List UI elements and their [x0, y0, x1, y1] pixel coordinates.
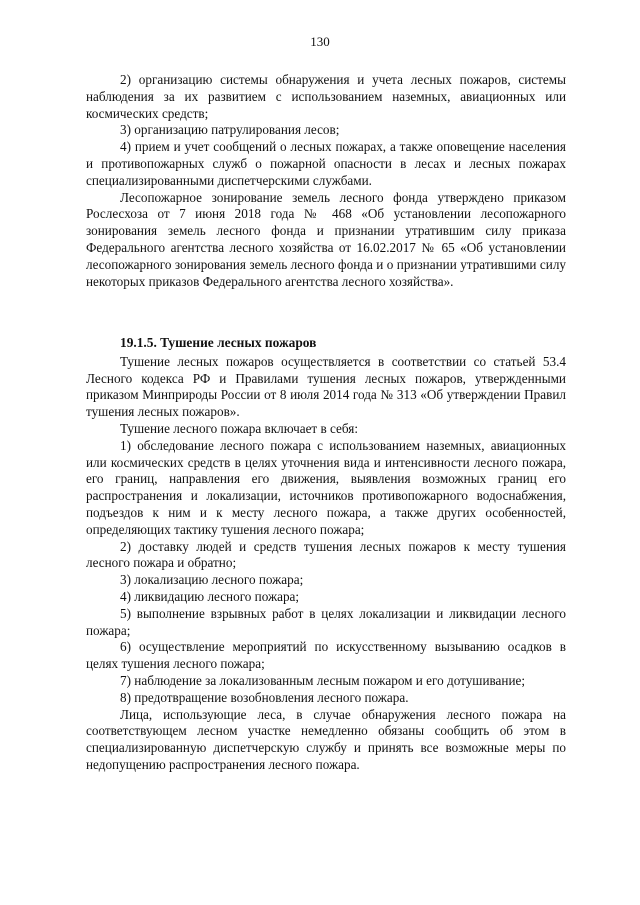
- list-item: 1) обследование лесного пожара с использованием наземных, авиационных или космических средств в целях уточнения вида и интенсивности лесного пожара, его границ, направления его движения, выявления возможных границ его распространения и локализации, источников противопожарного водоснабжения, подъездов к ним и к месту лесного пожара, а также других особенностей, определяющих тактику тушения лесного пожара;: [86, 437, 566, 537]
- list-item: 4) ликвидацию лесного пожара;: [120, 588, 300, 604]
- page-number: 130: [310, 34, 330, 49]
- section-heading: 19.1.5. Тушение лесных пожаров: [120, 335, 317, 350]
- list-item: 6) осуществление мероприятий по искусственному вызыванию осадков в целях тушения лесного пожара;: [86, 639, 566, 672]
- paragraph: Лесопожарное зонирование земель лесного фонда утверждено приказом Рослесхоза от 7 июня 2018 года № 468 «Об установлении лесопожарного зонирования земель лесного фонда и признании утратившим силу приказа Федерального агентства лесного хозяйства от 16.02.2017 № 65 «Об установлении лесопожарного зонирования земель лесного фонда и о признании утратившими силу некоторых приказов Федерального агентства лесного хозяйства».: [86, 189, 566, 289]
- list-item: 8) предотвращение возобновления лесного пожара.: [120, 689, 409, 705]
- paragraph: Тушение лесных пожаров осуществляется в соответствии со статьей 53.4 Лесного кодекса РФ и Правилами тушения лесных пожаров, утвержденными приказом Минприроды России от 8 июля 2014 года № 313 «Об утверждении Правил тушения лесных пожаров».: [86, 353, 566, 420]
- paragraph: Лица, использующие леса, в случае обнаружения лесного пожара на соответствующем лесном участке немедленно обязаны сообщить об этом в специализированную диспетчерскую службу и принять все возможные меры по недопущению распространения лесного пожара.: [86, 706, 566, 772]
- paragraph: 4) прием и учет сообщений о лесных пожарах, а также оповещение населения и противопожарных служб о пожарной опасности в лесах и лесных пожарах специализированными диспетчерскими службами.: [86, 139, 566, 188]
- section-19-1-5: [86, 335, 566, 774]
- paragraph: 2) организацию системы обнаружения и учета лесных пожаров, системы наблюдения за их развитием с использованием наземных, авиационных или космических средств;: [86, 72, 566, 121]
- list-item: 5) выполнение взрывных работ в целях локализации и ликвидации лесного пожара;: [86, 605, 566, 638]
- top-text-block: [86, 72, 566, 290]
- list-item: 2) доставку людей и средств тушения лесных пожаров к месту тушения лесного пожара и обратно;: [86, 538, 566, 571]
- paragraph: 3) организацию патрулирования лесов;: [120, 122, 340, 138]
- list-item: 7) наблюдение за локализованным лесным пожаром и его дотушивание;: [120, 672, 526, 688]
- paragraph: Тушение лесного пожара включает в себя:: [120, 420, 358, 436]
- list-item: 3) локализацию лесного пожара;: [120, 572, 304, 588]
